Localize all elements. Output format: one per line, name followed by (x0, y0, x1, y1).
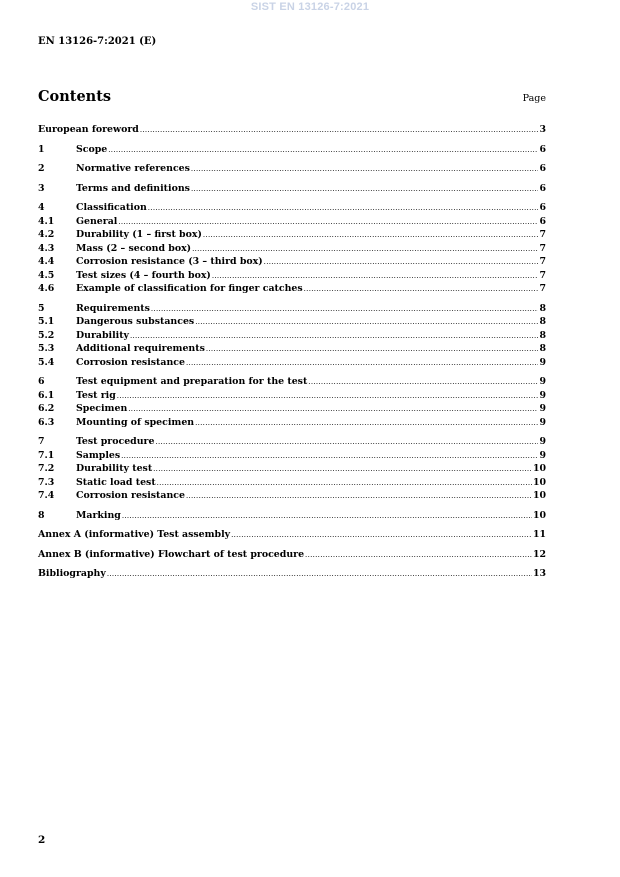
toc-entry-title: Test rig (76, 389, 116, 401)
toc-dot-leader (117, 390, 539, 404)
toc-dot-leader (195, 417, 538, 431)
toc-entry-page: 10 (532, 476, 546, 488)
toc-entry-page: 7 (539, 283, 546, 294)
toc-entry[interactable] (38, 356, 546, 370)
toc-entry-number: 5.1 (38, 316, 55, 327)
toc-entry-title: Samples (76, 449, 121, 461)
toc-entry-title: Test equipment and preparation for the test (76, 376, 308, 387)
toc-entry-title: Dangerous substances (76, 316, 195, 327)
toc-dot-leader (107, 568, 532, 582)
toc-dot-leader (122, 510, 532, 524)
toc-entry[interactable] (38, 416, 546, 430)
toc-entry-title: Additional requirements (76, 343, 205, 354)
toc-entry-title: Corrosion resistance (76, 490, 185, 501)
toc-dot-leader (128, 403, 538, 417)
toc-entry-number: 2 (38, 163, 45, 174)
toc-entry-number: 7.1 (38, 449, 55, 461)
toc-entry-title: General (76, 215, 118, 227)
toc-entry-page: 9 (539, 389, 546, 401)
toc-entry-title: Mass (2 – second box) (76, 242, 192, 254)
toc-entry[interactable] (38, 228, 546, 242)
contents-heading: Contents (38, 88, 112, 105)
toc-entry-page: 6 (539, 182, 546, 194)
toc-entry[interactable] (38, 215, 546, 229)
toc-entry-title: Normative references (76, 163, 190, 174)
toc-dot-leader (118, 216, 538, 230)
toc-entry-number: 3 (38, 182, 45, 194)
toc-entry[interactable] (38, 476, 546, 490)
toc-entry-number: 8 (38, 509, 45, 521)
toc-entry-page: 9 (539, 356, 546, 368)
toc-dot-leader (151, 303, 539, 317)
toc-entry[interactable] (38, 255, 546, 269)
page-number: 2 (38, 834, 46, 846)
toc-entry-title: Marking (76, 509, 121, 521)
toc-entry-title: Specimen (76, 403, 128, 414)
toc-entry-page: 6 (539, 143, 546, 155)
toc-entry-number: 7.3 (38, 476, 55, 488)
toc-entry[interactable] (38, 201, 546, 215)
toc-entry-number: 4 (38, 202, 45, 213)
toc-dot-leader (191, 163, 539, 177)
toc-entry-title: Scope (76, 143, 108, 155)
toc-entry-title: European foreword (38, 124, 139, 135)
toc-dot-leader (186, 490, 532, 504)
toc-entry[interactable] (38, 242, 546, 256)
toc-entry-page: 10 (532, 509, 546, 521)
toc-entry-number: 4.2 (38, 229, 55, 240)
toc-entry-page: 7 (539, 256, 546, 267)
toc-entry[interactable] (38, 435, 546, 449)
table-of-contents (38, 123, 546, 581)
toc-dot-leader (186, 357, 539, 371)
toc-entry-title: Terms and definitions (76, 182, 190, 194)
toc-dot-leader (130, 330, 538, 344)
toc-entry[interactable] (38, 462, 546, 476)
toc-entry-page: 7 (539, 229, 546, 240)
toc-dot-leader (155, 436, 538, 450)
toc-entry[interactable] (38, 489, 546, 503)
toc-dot-leader (304, 283, 539, 297)
toc-entry-title: Test procedure (76, 436, 155, 447)
toc-entry-number: 6.1 (38, 389, 55, 401)
toc-dot-leader (195, 316, 538, 330)
toc-entry-number: 1 (38, 143, 45, 155)
toc-entry-title: Corrosion resistance (76, 356, 185, 368)
toc-entry-number: 7.4 (38, 490, 55, 501)
toc-entry-title: Corrosion resistance (3 – third box) (76, 256, 263, 267)
toc-dot-leader (148, 202, 539, 216)
toc-entry-number: 4.3 (38, 242, 55, 254)
toc-dot-leader (140, 124, 539, 138)
toc-entry[interactable] (38, 548, 546, 562)
toc-entry[interactable] (38, 315, 546, 329)
toc-entry-title: Classification (76, 202, 147, 213)
toc-entry-title: Annex A (informative) Test assembly (38, 529, 231, 540)
toc-entry-page: 3 (539, 124, 546, 135)
toc-entry[interactable] (38, 269, 546, 283)
toc-entry-title: Mounting of specimen (76, 416, 195, 428)
toc-entry-number: 4.6 (38, 283, 55, 294)
toc-dot-leader (206, 343, 539, 357)
toc-dot-leader (157, 477, 532, 491)
toc-entry-number: 4.4 (38, 256, 55, 267)
toc-entry[interactable] (38, 389, 546, 403)
toc-entry[interactable] (38, 567, 546, 581)
toc-entry[interactable] (38, 329, 546, 343)
toc-entry-title: Requirements (76, 302, 150, 314)
toc-entry[interactable] (38, 342, 546, 356)
watermark: SIST EN 13126-7:2021 (250, 1, 370, 13)
toc-entry-number: 7.2 (38, 463, 55, 474)
toc-entry-page: 13 (532, 568, 546, 579)
toc-entry[interactable] (38, 182, 546, 196)
toc-entry[interactable] (38, 528, 546, 542)
toc-entry-number: 5.4 (38, 356, 55, 368)
toc-entry-number: 4.1 (38, 215, 55, 227)
toc-entry-number: 7 (38, 436, 45, 447)
toc-entry-title: Bibliography (38, 568, 106, 579)
toc-entry[interactable] (38, 302, 546, 316)
toc-entry-page: 10 (532, 490, 546, 501)
toc-entry[interactable] (38, 449, 546, 463)
toc-entry-title: Durability (76, 329, 129, 341)
toc-dot-leader (191, 183, 539, 197)
toc-entry-page: 6 (539, 215, 546, 227)
page-column-label: Page (522, 93, 546, 104)
toc-entry-number: 6 (38, 376, 45, 387)
toc-entry-page: 6 (539, 163, 546, 174)
toc-entry-number: 5 (38, 302, 45, 314)
toc-dot-leader (231, 529, 532, 543)
toc-entry-page: 9 (539, 416, 546, 428)
toc-entry-title: Example of classification for finger catches (76, 283, 303, 294)
toc-dot-leader (108, 144, 538, 158)
toc-entry[interactable] (38, 123, 546, 137)
toc-entry-number: 5.3 (38, 343, 55, 354)
document-identifier: EN 13126-7:2021 (E) (38, 36, 157, 47)
toc-entry-number: 6.3 (38, 416, 55, 428)
toc-entry-title: Static load test (76, 476, 156, 488)
toc-entry-title: Test sizes (4 – fourth box) (76, 269, 211, 281)
toc-dot-leader (305, 549, 532, 563)
toc-dot-leader (264, 256, 539, 270)
toc-entry-page: 6 (539, 202, 546, 213)
toc-entry-page: 10 (532, 463, 546, 474)
toc-dot-leader (153, 463, 532, 477)
toc-entry-page: 8 (539, 329, 546, 341)
toc-entry-page: 7 (539, 269, 546, 281)
toc-entry-page: 7 (539, 242, 546, 254)
toc-entry[interactable] (38, 282, 546, 296)
toc-entry-number: 4.5 (38, 269, 55, 281)
toc-entry[interactable] (38, 509, 546, 523)
toc-entry[interactable] (38, 375, 546, 389)
toc-entry-title: Durability (1 – first box) (76, 229, 202, 240)
toc-entry-page: 9 (539, 436, 546, 447)
toc-entry-page: 11 (532, 529, 546, 540)
toc-entry-page: 9 (539, 376, 546, 387)
toc-dot-leader (192, 243, 538, 257)
toc-entry[interactable] (38, 143, 546, 157)
toc-dot-leader (121, 450, 538, 464)
toc-entry[interactable] (38, 162, 546, 176)
toc-dot-leader (212, 270, 539, 284)
toc-entry-number: 5.2 (38, 329, 55, 341)
toc-dot-leader (308, 376, 538, 390)
toc-entry-page: 8 (539, 316, 546, 327)
toc-entry-number: 6.2 (38, 403, 55, 414)
toc-entry-page: 8 (539, 343, 546, 354)
toc-entry-page: 9 (539, 449, 546, 461)
toc-entry-page: 12 (532, 548, 546, 560)
toc-entry-title: Annex B (informative) Flowchart of test procedure (38, 548, 305, 560)
toc-entry-page: 8 (539, 302, 546, 314)
toc-entry[interactable] (38, 402, 546, 416)
toc-entry-title: Durability test (76, 463, 153, 474)
toc-dot-leader (203, 229, 539, 243)
toc-entry-page: 9 (539, 403, 546, 414)
